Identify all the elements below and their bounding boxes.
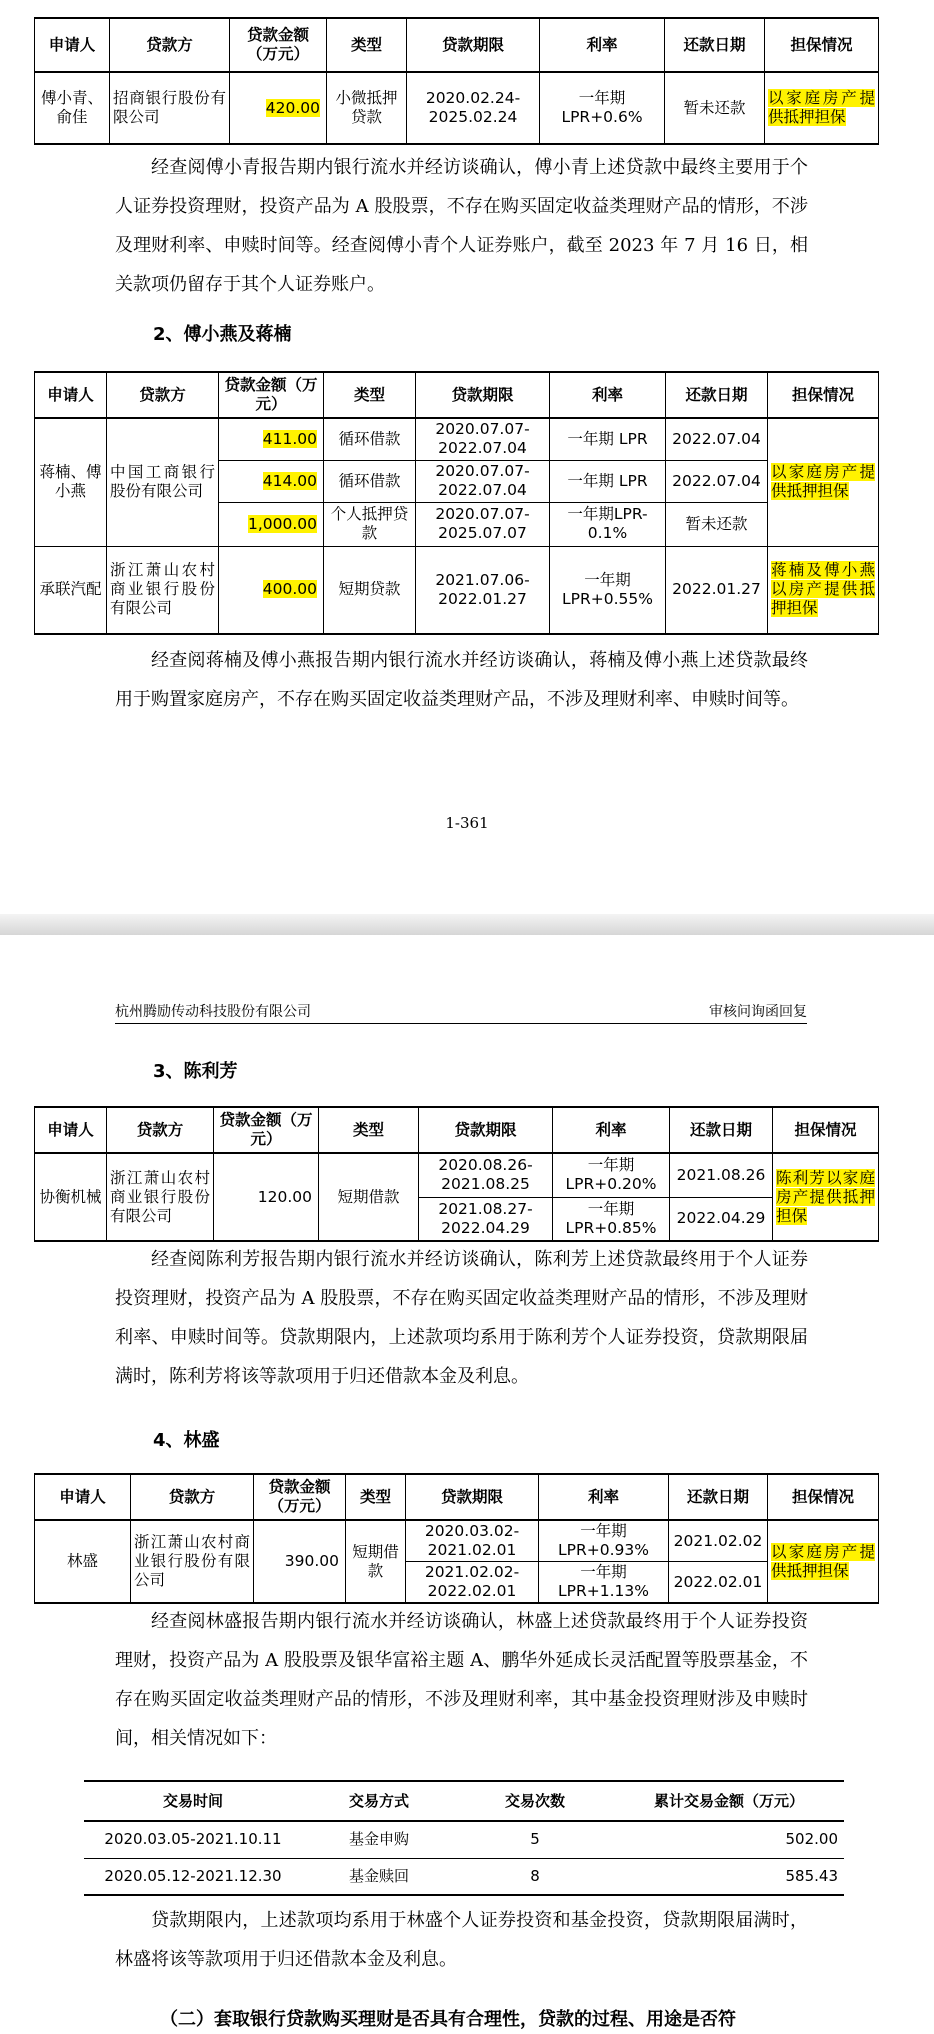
col-term: 贷款期限 [419, 1107, 553, 1153]
repay-cell: 2022.01.27 [666, 546, 768, 634]
amount-cell [219, 546, 324, 634]
table-row [35, 1153, 879, 1197]
page-separator [0, 914, 934, 935]
col-lender: 贷款方 [107, 1107, 214, 1153]
guarantee-cell [768, 546, 879, 634]
col-type: 类型 [327, 18, 407, 72]
col-guarantee: 担保情况 [773, 1107, 879, 1153]
rate-cell: 一年期LPR+0.6% [540, 72, 665, 144]
rate-cell: 一年期 LPR [550, 418, 666, 460]
col-tx-count: 交易次数 [456, 1781, 614, 1821]
term-cell: 2021.02.02-2022.02.01 [406, 1562, 539, 1604]
paragraph-loan-repayment: 贷款期限内，上述款项均系用于林盛个人证券投资和基金投资，贷款期限届满时，林盛将该等款项用于归还借款本金及利息。 [115, 1910, 808, 1970]
col-term: 贷款期限 [407, 18, 540, 72]
loan-table-fu-xiaoyan [34, 371, 879, 635]
tx-time-cell: 2020.05.12-2021.12.30 [84, 1858, 302, 1895]
amount-value: 1,000.00 [247, 514, 317, 533]
rate-cell: 一年期LPR+0.55% [550, 546, 666, 634]
amount-cell: 120.00 [214, 1153, 319, 1241]
col-term: 贷款期限 [406, 1474, 539, 1520]
tx-count-cell: 5 [456, 1821, 614, 1858]
col-repay: 还款日期 [669, 1474, 768, 1520]
col-tx-method: 交易方式 [302, 1781, 456, 1821]
col-tx-total: 累计交易金额（万元） [614, 1781, 844, 1821]
paragraph-fu-xiaoyan: 经查阅蒋楠及傅小燕报告期内银行流水并经访谈确认，蒋楠及傅小燕上述贷款最终用于购置家庭房产，不存在购买固定收益类理财产品，不涉及理财利率、申赎时间等。 [115, 650, 808, 710]
tx-total-cell: 502.00 [614, 1821, 844, 1858]
type-cell: 个人抵押贷款 [324, 502, 416, 546]
col-repay: 还款日期 [666, 372, 768, 418]
col-repay: 还款日期 [670, 1107, 773, 1153]
guarantee-value: 以家庭房产提供抵押担保 [768, 89, 875, 126]
repay-cell: 2022.07.04 [666, 418, 768, 460]
col-tx-time: 交易时间 [84, 1781, 302, 1821]
col-term: 贷款期限 [416, 372, 550, 418]
section-heading-2: 2、傅小燕及蒋楠 [153, 324, 292, 345]
rate-cell: 一年期LPR-0.1% [550, 502, 666, 546]
type-cell: 循环借款 [324, 460, 416, 502]
applicant-cell: 蒋楠、傅小燕 [35, 418, 107, 546]
col-amount: 贷款金额（万元） [214, 1107, 319, 1153]
applicant-cell: 协衡机械 [35, 1153, 107, 1241]
col-lender: 贷款方 [107, 372, 219, 418]
document-page-1 [0, 0, 934, 914]
document-page-2 [0, 935, 934, 2034]
type-cell: 短期贷款 [324, 546, 416, 634]
type-cell: 短期借款 [346, 1520, 406, 1603]
applicant-cell: 林盛 [35, 1520, 131, 1603]
amount-cell [219, 418, 324, 460]
col-lender: 贷款方 [131, 1474, 254, 1520]
col-amount: 贷款金额（万元） [219, 372, 324, 418]
col-guarantee: 担保情况 [768, 372, 879, 418]
applicant-cell: 傅小青、俞佳 [35, 72, 110, 144]
type-cell: 小微抵押贷款 [327, 72, 407, 144]
type-cell: 循环借款 [324, 418, 416, 460]
term-cell: 2020.08.26-2021.08.25 [419, 1153, 553, 1197]
col-applicant: 申请人 [35, 1474, 131, 1520]
amount-value: 420.00 [265, 98, 320, 117]
running-header [115, 1001, 807, 1024]
tx-total-cell: 585.43 [614, 1858, 844, 1895]
repay-cell: 暂未还款 [666, 502, 768, 546]
term-cell: 2020.02.24-2025.02.24 [407, 72, 540, 144]
table-row [35, 1520, 879, 1562]
col-applicant: 申请人 [35, 18, 110, 72]
loan-table-chen-lifang [34, 1106, 879, 1242]
guarantee-value: 以家庭房产提供抵押担保 [771, 1542, 875, 1580]
header-doc-title: 审核问询函回复 [709, 1004, 807, 1020]
table-row [84, 1858, 844, 1895]
fund-transaction-table [84, 1780, 844, 1896]
table-row [84, 1821, 844, 1858]
table-row [35, 72, 879, 144]
col-rate: 利率 [550, 372, 666, 418]
paragraph-fu-xiaoqing: 经查阅傅小青报告期内银行流水并经访谈确认，傅小青上述贷款中最终主要用于个人证券投资理财，投资产品为 A 股股票，不存在购买固定收益类理财产品的情形，不涉及理财利率、申赎时间等。经查阅傅小青个人证券账户，截至 2023 年 7 月 16 日，相关款项仍留存于其个人证券账户。 [115, 157, 808, 295]
col-lender: 贷款方 [110, 18, 230, 72]
page-number: 1-361 [445, 814, 489, 832]
amount-value: 400.00 [262, 580, 317, 599]
applicant-cell: 承联汽配 [35, 546, 107, 634]
col-rate: 利率 [553, 1107, 670, 1153]
rate-cell: 一年期LPR+0.20% [553, 1153, 670, 1197]
term-cell: 2020.03.02-2021.02.01 [406, 1520, 539, 1562]
paragraph-lin-sheng: 经查阅林盛报告期内银行流水并经访谈确认，林盛上述贷款最终用于个人证券投资理财，投资产品为 A 股股票及银华富裕主题 A、鹏华外延成长灵活配置等股票基金，不存在购买固定收益类理财产品的情形，不涉及理财利率，其中基金投资理财涉及申赎时间，相关情况如下： [115, 1611, 808, 1749]
tx-count-cell: 8 [456, 1858, 614, 1895]
col-type: 类型 [346, 1474, 406, 1520]
tx-time-cell: 2020.03.05-2021.10.11 [84, 1821, 302, 1858]
repay-cell: 2021.08.26 [670, 1153, 773, 1197]
term-cell: 2021.08.27-2022.04.29 [419, 1197, 553, 1241]
tx-method-cell: 基金赎回 [302, 1858, 456, 1895]
col-type: 类型 [319, 1107, 419, 1153]
amount-cell [219, 460, 324, 502]
col-applicant: 申请人 [35, 372, 107, 418]
col-amount: 贷款金额（万元） [230, 18, 327, 72]
col-rate: 利率 [540, 18, 665, 72]
guarantee-cell [768, 418, 879, 546]
term-cell: 2020.07.07-2022.07.04 [416, 418, 550, 460]
term-cell: 2020.07.07-2022.07.04 [416, 460, 550, 502]
guarantee-value: 以家庭房产提供抵押担保 [771, 463, 875, 501]
rate-cell: 一年期LPR+0.85% [553, 1197, 670, 1241]
col-rate: 利率 [539, 1474, 669, 1520]
loan-table-lin-sheng [34, 1473, 879, 1604]
paragraph-chen-lifang: 经查阅陈利芳报告期内银行流水并经访谈确认，陈利芳上述贷款最终用于个人证券投资理财，投资产品为 A 股股票，不存在购买固定收益类理财产品的情形，不涉及理财利率、申赎时间等。贷款期限内，上述款项均系用于陈利芳个人证券投资，贷款期限届满时，陈利芳将该等款项用于归还借款本金及利息。 [115, 1249, 808, 1387]
guarantee-cell [765, 72, 879, 144]
section-heading-4: 4、林盛 [153, 1430, 220, 1451]
table-header-row [35, 1107, 879, 1153]
guarantee-cell [773, 1153, 879, 1241]
header-company: 杭州腾励传动科技股份有限公司 [115, 1004, 311, 1020]
table-header-row [84, 1781, 844, 1821]
rate-cell: 一年期 LPR [550, 460, 666, 502]
amount-cell [230, 72, 327, 144]
repay-cell: 2022.04.29 [670, 1197, 773, 1241]
term-cell: 2020.07.07-2025.07.07 [416, 502, 550, 546]
rate-cell: 一年期LPR+1.13% [539, 1562, 669, 1604]
repay-cell: 2021.02.02 [669, 1520, 768, 1562]
col-guarantee: 担保情况 [768, 1474, 879, 1520]
type-cell: 短期借款 [319, 1153, 419, 1241]
lender-cell: 招商银行股份有限公司 [110, 72, 230, 144]
repay-cell: 2022.02.01 [669, 1562, 768, 1604]
amount-cell: 390.00 [254, 1520, 346, 1603]
table-row [35, 418, 879, 460]
guarantee-value: 陈利芳以家庭房产提供抵押担保 [776, 1168, 875, 1225]
amount-value: 414.00 [262, 471, 317, 490]
section-heading-2-2: （二）套取银行贷款购买理财是否具有合理性，贷款的过程、用途是否符 [160, 2009, 736, 2030]
amount-value: 411.00 [262, 429, 317, 448]
guarantee-cell [768, 1520, 879, 1603]
col-repay: 还款日期 [665, 18, 765, 72]
guarantee-value: 蒋楠及傅小燕以房产提供抵押担保 [771, 561, 875, 618]
repay-cell: 2022.07.04 [666, 460, 768, 502]
term-cell: 2021.07.06-2022.01.27 [416, 546, 550, 634]
col-applicant: 申请人 [35, 1107, 107, 1153]
col-guarantee: 担保情况 [765, 18, 879, 72]
lender-cell: 浙江萧山农村商业银行股份有限公司 [131, 1520, 254, 1603]
col-amount: 贷款金额（万元） [254, 1474, 346, 1520]
table-header-row [35, 372, 879, 418]
amount-cell [219, 502, 324, 546]
lender-cell: 浙江萧山农村商业银行股份有限公司 [107, 1153, 214, 1241]
lender-cell: 中国工商银行股份有限公司 [107, 418, 219, 546]
table-header-row [35, 1474, 879, 1520]
section-heading-3: 3、陈利芳 [153, 1061, 238, 1082]
loan-table-fu-xiaoqing [34, 17, 879, 145]
table-header-row [35, 18, 879, 72]
col-type: 类型 [324, 372, 416, 418]
lender-cell: 浙江萧山农村商业银行股份有限公司 [107, 546, 219, 634]
table-row [35, 546, 879, 634]
rate-cell: 一年期LPR+0.93% [539, 1520, 669, 1562]
repay-cell: 暂未还款 [665, 72, 765, 144]
tx-method-cell: 基金申购 [302, 1821, 456, 1858]
